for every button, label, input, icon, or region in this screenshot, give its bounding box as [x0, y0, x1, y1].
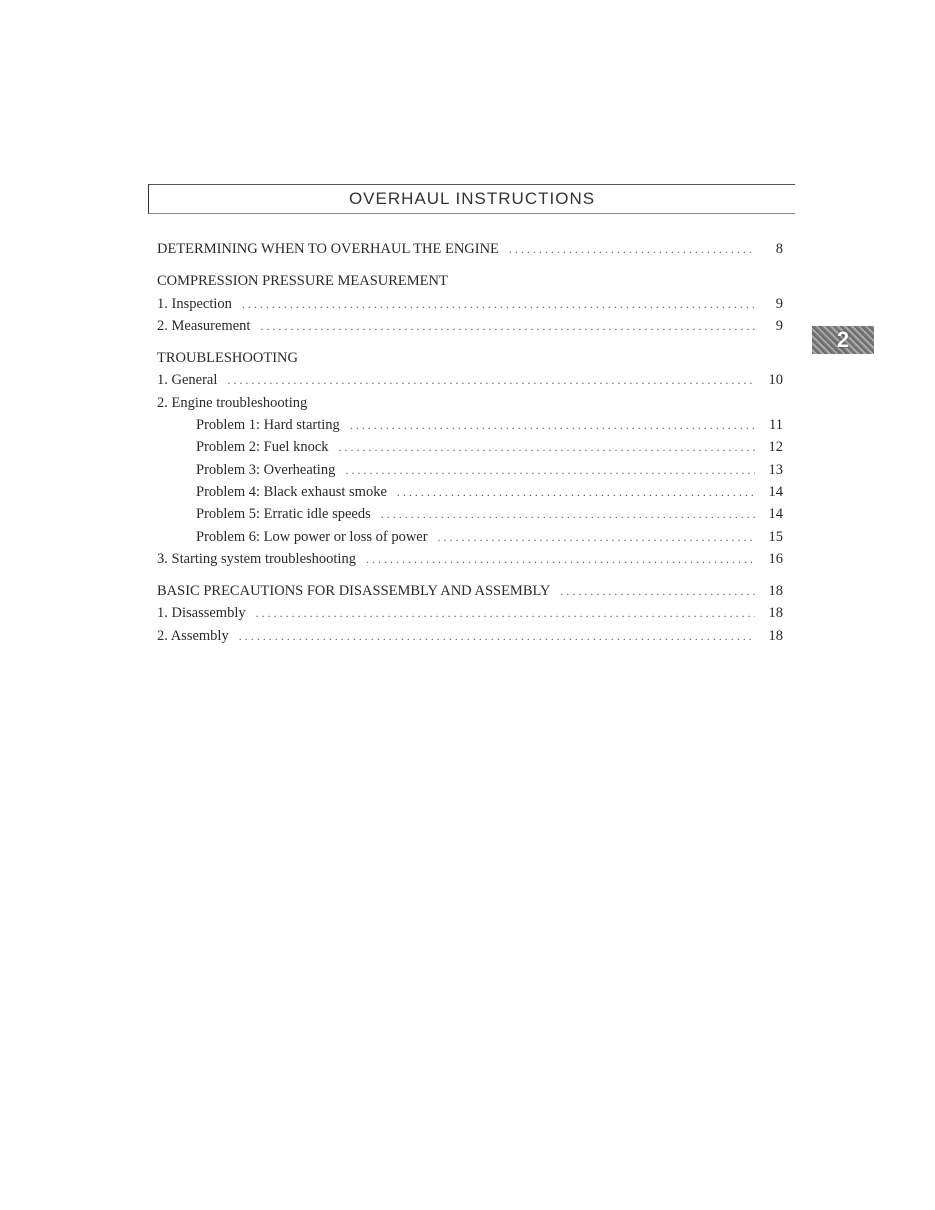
dot-leader	[509, 242, 755, 257]
toc-label: BASIC PRECAUTIONS FOR DISASSEMBLY AND ASSEMBLY	[157, 583, 551, 600]
toc-entry[interactable]	[157, 605, 783, 627]
toc-page: 8	[775, 241, 783, 257]
dot-leader	[345, 463, 755, 478]
dot-leader	[256, 606, 755, 621]
toc-heading	[157, 395, 783, 417]
dot-leader	[260, 319, 755, 334]
toc-entry[interactable]	[157, 372, 783, 394]
dot-leader	[381, 507, 755, 522]
toc-page: 16	[768, 550, 783, 567]
toc-label: COMPRESSION PRESSURE MEASUREMENT	[157, 273, 448, 290]
dot-leader	[339, 440, 755, 455]
toc-heading	[157, 273, 783, 295]
toc-label: Problem 4: Black exhaust smoke	[196, 483, 387, 500]
toc-label: 1. General	[157, 372, 218, 389]
toc-label: 1. Disassembly	[157, 605, 246, 622]
toc-page: 9	[775, 295, 783, 312]
toc-page: 12	[768, 439, 783, 456]
page-title: OVERHAUL INSTRUCTIONS	[348, 189, 596, 208]
toc-label: Problem 5: Erratic idle speeds	[196, 506, 371, 523]
toc-page: 13	[768, 461, 783, 478]
toc-label: 3. Starting system troubleshooting	[157, 550, 356, 567]
dot-leader	[560, 584, 755, 599]
table-of-contents	[157, 241, 783, 650]
toc-page: 18	[768, 627, 783, 644]
dot-leader	[239, 629, 755, 644]
toc-label: Problem 2: Fuel knock	[196, 439, 329, 456]
toc-heading	[157, 350, 783, 372]
toc-entry[interactable]	[157, 551, 783, 573]
toc-page: 18	[768, 605, 783, 622]
toc-label: DETERMINING WHEN TO OVERHAUL THE ENGINE	[157, 241, 499, 257]
toc-label: 2. Assembly	[157, 627, 229, 644]
toc-entry[interactable]	[157, 628, 783, 650]
toc-page: 11	[769, 417, 783, 434]
toc-label: 2. Engine troubleshooting	[157, 394, 308, 411]
toc-entry[interactable]	[157, 506, 783, 528]
toc-entry[interactable]	[157, 529, 783, 551]
section-tab-number: 2	[836, 327, 850, 352]
toc-label: 1. Inspection	[157, 295, 232, 312]
toc-label: Problem 3: Overheating	[196, 461, 336, 478]
toc-entry[interactable]	[157, 296, 783, 318]
section-header	[148, 184, 795, 214]
toc-entry[interactable]	[157, 417, 783, 439]
dot-leader	[242, 297, 755, 312]
section-tab	[812, 326, 874, 354]
toc-label: Problem 6: Low power or loss of power	[196, 528, 428, 545]
dot-leader	[366, 552, 755, 567]
toc-label: 2. Measurement	[157, 317, 251, 334]
toc-page: 9	[775, 317, 783, 334]
dot-leader	[397, 485, 755, 500]
toc-entry[interactable]	[157, 439, 783, 461]
toc-entry[interactable]	[157, 241, 783, 263]
dot-leader	[227, 373, 755, 388]
toc-page: 18	[768, 583, 783, 600]
toc-label: TROUBLESHOOTING	[157, 350, 298, 367]
dot-leader	[350, 418, 755, 433]
toc-entry[interactable]	[157, 484, 783, 506]
dot-leader	[438, 530, 755, 545]
toc-page: 14	[768, 483, 783, 500]
toc-entry[interactable]	[157, 318, 783, 340]
toc-entry[interactable]	[157, 583, 783, 605]
toc-entry[interactable]	[157, 462, 783, 484]
toc-page: 14	[768, 506, 783, 523]
toc-label: Problem 1: Hard starting	[196, 417, 340, 434]
toc-page: 15	[768, 528, 783, 545]
toc-page: 10	[768, 372, 783, 389]
